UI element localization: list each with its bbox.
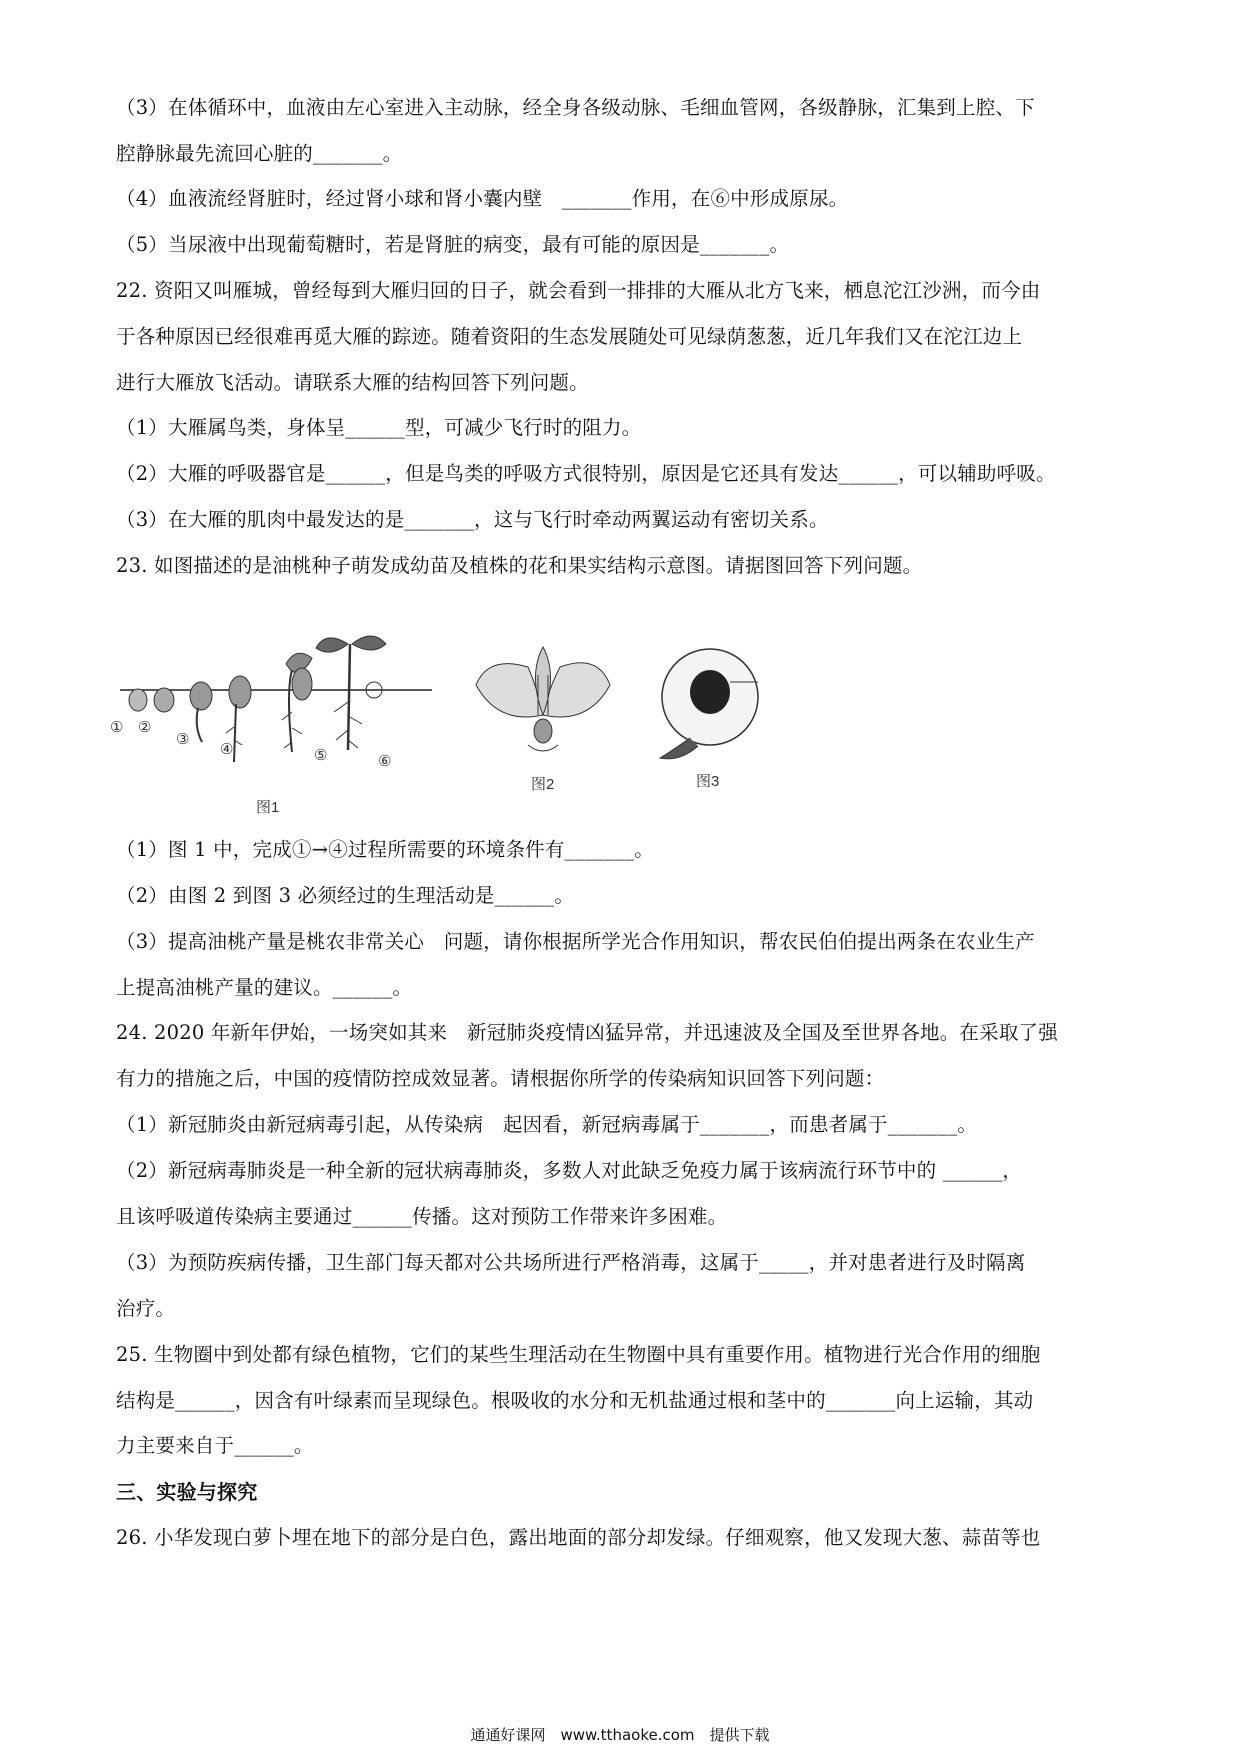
- text-line: 于各种原因已经很难再觅大雁的踪迹。随着资阳的生态发展随处可见绿荫葱葱，近几年我们又在沱江边上: [116, 325, 1023, 348]
- page-footer: 通通好课网 www.tthaoke.com 提供下载: [470, 1726, 770, 1744]
- text-line: （3）提高油桃产量是桃农非常关心 问题，请你根据所学光合作用知识，帮农民伯伯提出两条在农业生产: [116, 930, 1035, 953]
- stage-label: ③: [176, 731, 190, 748]
- text-line: 有力的措施之后，中国的疫情防控成效显著。请根据你所学的传染病知识回答下列问题：: [116, 1067, 885, 1090]
- figure-2-flower: [468, 645, 618, 795]
- text-line: （1）大雁属鸟类，身体呈______型，可减少飞行时的阻力。: [116, 416, 642, 439]
- text-line: 23. 如图描述的是油桃种子萌发成幼苗及植株的花和果实结构示意图。请据图回答下列问题。: [116, 554, 923, 577]
- text-line: （4）血液流经肾脏时，经过肾小球和肾小囊内壁 _______作用，在⑥中形成原尿。: [116, 187, 849, 210]
- text-line: （1）新冠肺炎由新冠病毒引起，从传染病 起因看，新冠病毒属于_______，而患者属于_______。: [116, 1113, 978, 1136]
- text-line: （3）在大雁的肌肉中最发达的是_______，这与飞行时牵动两翼运动有密切关系。: [116, 508, 829, 531]
- text-line: 25. 生物圈中到处都有绿色植物，它们的某些生理活动在生物圈中具有重要作用。植物进行光合作用的细胞: [116, 1343, 1041, 1366]
- figure-3-fruit: [650, 642, 770, 792]
- flower-structure-illustration: [468, 645, 618, 775]
- figure-3-caption: 图3: [696, 773, 720, 790]
- text-line: 结构是______，因含有叶绿素而呈现绿色。根吸收的水分和无机盐通过根和茎中的_______向上运输，其动: [116, 1389, 1034, 1412]
- text-line: （2）新冠病毒肺炎是一种全新的冠状病毒肺炎，多数人对此缺乏免疫力属于该病流行环节中的 ______，: [116, 1159, 1023, 1182]
- text-line: 26. 小华发现白萝卜埋在地下的部分是白色，露出地面的部分却发绿。仔细观察，他又发现大葱、蒜苗等也: [116, 1526, 1041, 1549]
- stage-label: ⑥: [378, 753, 392, 770]
- stage-label: ①: [110, 719, 124, 736]
- fruit-structure-illustration: [650, 642, 770, 772]
- figure-1-caption: 图1: [256, 799, 280, 816]
- text-line: 腔静脉最先流回心脏的_______。: [116, 142, 403, 165]
- figure-1-germination: [110, 632, 436, 822]
- stage-label: ④: [220, 741, 234, 758]
- text-line: 且该呼吸道传染病主要通过______传播。这对预防工作带来许多困难。: [116, 1205, 728, 1228]
- figure-2-caption: 图2: [531, 776, 555, 793]
- text-line: 22. 资阳又叫雁城，曾经每到大雁归回的日子，就会看到一排排的大雁从北方飞来，栖息沱江沙洲，而今由: [116, 279, 1041, 302]
- text-line: （3）在体循环中，血液由左心室进入主动脉，经全身各级动脉、毛细血管网，各级静脉，汇集到上腔、下: [116, 96, 1035, 119]
- section-title: 三、实验与探究: [116, 1480, 258, 1504]
- text-line: （5）当尿液中出现葡萄糖时，若是肾脏的病变，最有可能的原因是_______。: [116, 233, 790, 256]
- stage-label: ⑤: [314, 747, 328, 764]
- text-line: （1）图 1 中，完成①→④过程所需要的环境条件有_______。: [116, 838, 654, 861]
- text-line: 24. 2020 年新年伊始，一场突如其来 新冠肺炎疫情凶猛异常，并迅速波及全国及至世界各地。在采取了强: [116, 1021, 1058, 1044]
- text-line: 上提高油桃产量的建议。______。: [116, 976, 413, 999]
- seed-germination-illustration: [110, 632, 436, 822]
- text-line: （2）由图 2 到图 3 必须经过的生理活动是______。: [116, 884, 575, 907]
- stage-label: ②: [138, 719, 152, 736]
- text-line: （2）大雁的呼吸器官是______，但是鸟类的呼吸方式很特别，原因是它还具有发达______，可以辅助呼吸。: [116, 462, 1056, 485]
- text-line: 力主要来自于______。: [116, 1434, 314, 1457]
- text-line: 进行大雁放飞活动。请联系大雁的结构回答下列问题。: [116, 371, 589, 394]
- text-line: 治疗。: [116, 1297, 176, 1320]
- text-line: （3）为预防疾病传播，卫生部门每天都对公共场所进行严格消毒，这属于_____，并对患者进行及时隔离: [116, 1251, 1026, 1274]
